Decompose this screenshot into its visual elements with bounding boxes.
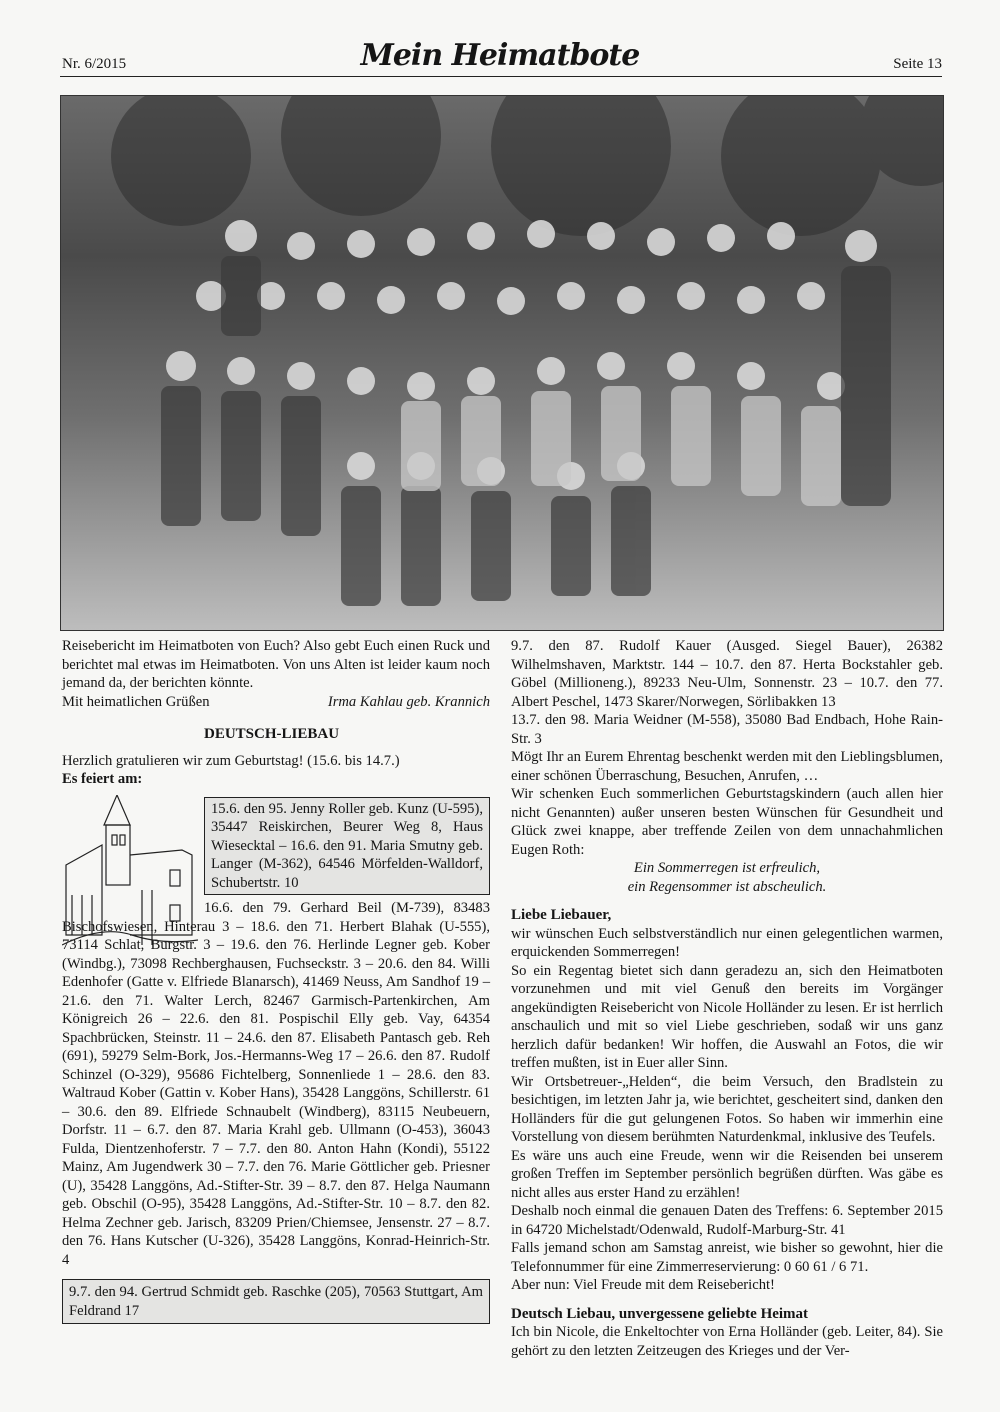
birthday-box-2: 9.7. den 94. Gertrud Schmidt geb. Raschke (205), 70563 Stuttgart, Am Feldrand 17 [62,1279,490,1324]
page-number: Seite 13 [893,56,942,72]
quote-line-2: ein Regensommer ist abscheulich. [627,878,827,895]
right-paragraph-12: Ich bin Nicole, die Enkeltochter von Erna Holländer (geb. Leiter, 84). Sie gehört zu den letzten Zeitzeugen des Krieges und der Ver- [511,1324,943,1359]
quote-line-1: Ein Sommerregen ist erfreulich, [633,860,821,876]
author-name: Irma Kahlau geb. Krannich [327,693,490,710]
right-paragraph-11: Aber nun: Viel Freude mit dem Reisebericht! [511,1277,775,1293]
right-paragraph-6: So ein Regentag bietet sich dann geradezu an, sich den Heimatboten vorzunehmen und mit viel Genuß den bereits im Vorgänger angekündigten Reisebericht von Nicole Holländer zu lesen. Er ist herrlich anschaulich und mit so viel Liebe geschrieben, sodaß wir uns ganz herzlich dafür bedanken! Wir hoffen, die Auswahl an Fotos, die wir treffen mußten, ist in Euer aller Sinn. [511,962,943,1071]
celebrates-label: Es feiert am: [62,771,143,787]
right-paragraph-5: wir wünschen Euch selbstverständlich nur einen gelegentlichen warmen, erquickenden Sommerregen! [511,925,943,960]
right-paragraph-9: Deshalb noch einmal die genauen Daten des Treffens: 6. September 2015 in 64720 Michelstadt/Odenwald, Rudolf-Marburg-Str. 41 [511,1203,943,1238]
group-photo [60,95,944,631]
right-paragraph-10: Falls jemand schon am Samstag anreist, wie bisher so gewohnt, hier die Telefonnummer für eine Zimmerreservierung: 0 60 61 / 6 71. [511,1240,943,1275]
group-photo-icon [61,96,943,630]
spacer [511,896,943,906]
birthday-box-1: 15.6. den 95. Jenny Roller geb. Kunz (U-595), 35447 Reiskirchen, Beurer Weg 8, Haus Wiesecktal – 16.6. den 91. Maria Smutny geb. Langer (M-362), 64546 Mörfelden-Walldorf, Schubertstr. 10 [204,797,490,896]
right-paragraph-3: Mögt Ihr an Eurem Ehrentag beschenkt werden mit den Lieblingsblumen, einer schönen Überraschung, Besuchen, Anrufen, … [511,749,943,784]
heading-deutsch-liebau: Deutsch Liebau, unvergessene geliebte Heimat [511,1305,809,1322]
congrats-text: Herzlich gratulieren wir zum Geburtstag! (15.6. bis 14.7.) [62,752,400,769]
church-sketch [62,795,198,955]
issue-number: Nr. 6/2015 [62,56,127,72]
left-column [62,637,490,1324]
church-sketch-icon [62,795,198,955]
heading-liebe-liebauer: Liebe Liebauer, [511,907,612,923]
right-paragraph-1: 9.7. den 87. Rudolf Kauer (Ausged. Siegel Bauer), 26382 Wilhelmshaven, Marktstr. 144 – 10.7. den 87. Herta Bockstahler geb. Göbel (Millioneng.), 89233 Neu-Ulm, Sonnenstr. 23 – 10.7. den 77. Albert Peschel, 1473 Skarer/Norwegen, Sörlibakken 13 [511,638,943,710]
right-paragraph-4: Wir schenken Euch sommerlichen Geburtstagskindern (auch allen hier nicht Genannten) außer unseren besten Wünschen für Gesundheit und Glück zwei knappe, aber treffende Zeilen von dem unnachahmlichen Eugen Roth: [511,786,943,858]
header-rule [60,76,942,77]
birthday-list: 16.6. den 79. Gerhard Beil (M-739), 83483 Bischofswiesen, Hinterau 3 – 18.6. den 71. Herbert Blahak (U-555), 73114 Schlat, Burgstr. 3 – 19.6. den 76. Herlinde Legner geb. Kober (Windbg.), 73098 Rechberghausen, Fuchseckstr. 3 – 20.6. den 84. Willi Edenhofer (Gatte v. Elfriede Blanarsch), 41469 Neuss, Am Sandhof 19 – 21.6. den 71. Walter Lerch, 82467 Garmisch-Partenkirchen, Am Königreich 26 – 22.6. den 81. Pospischil Elly geb. Vay, 64354 Spachbrücken, Steinstr. 11 – 24.6. den 87. Elisabeth Pantasch geb. Reh (691), 59279 Selm-Bork, Jos.-Hermanns-Weg 17 – 26.6. den 87. Rudolf Schinzel (O-329), 95686 Fichtelberg, Sonnenliede 1 – 28.6. den 83. Waltraud Kober (Gattin v. Kober Hans), 35428 Langgöns, Schillerstr. 61 – 30.6. den 89. Elfriede Schnaubelt (Windberg), 83115 Neubeuern, Dorfstr. 11 – 6.7. den 87. Maria Krahl geb. Ullmann (O-453), 36043 Fulda, Dientzenhoferstr. 7 – 7.7. den 80. Anton Hahn (Kondi), 55122 Mainz, Am Jugendwerk 30 – 7.7. den 76. Marie Göttlicher geb. Priesner (U), 35428 Langgöns, Ad.-Stifter-Str. 39 – 8.7. den 87. Helga Naumann geb. Obschil (O-95), 35428 Langgöns, Ad.-Stifter-Str. 10 – 8.7. den 82. Helma Zechner geb. Jarisch, 83209 Prien/Chiemsee, Jensenstr. 27 – 8.7. den 76. Hans Kutscher (U-326), 35428 Langgöns, Konrad-Heinrich-Str. 4 [62,900,490,1268]
right-paragraph-7: Wir Ortsbetreuer-„Helden“, die beim Versuch, den Bradlstein zu besichtigen, im letzten Jahr ja, wie berichtet, gescheitert sind, danken den Holländers für die gut gelungenen Fotos. So haben wir immerhin eine Vorstellung von diesem berühmten Naturdenkmal, inklusive des Teufels. [511,1073,943,1145]
masthead: Mein Heimatbote [360,38,640,73]
right-paragraph-8: Es wäre uns auch eine Freude, wenn wir die Reisenden bei unserem großen Treffen im September persönlich begrüßen dürften. Was gäbe es nicht alles aus erster Hand zu erzählen! [511,1147,943,1201]
spacer [511,1295,943,1305]
signature-line [62,693,490,712]
intro-paragraph: Reisebericht im Heimatboten von Euch? Also gebt Euch einen Ruck und berichtet mal etwas im Heimatboten. Von uns Alten ist leider kaum noch jemand da, der berichten könnte. [62,638,490,691]
greeting: Mit heimatlichen Grüßen [62,693,210,710]
right-paragraph-2: 13.7. den 98. Maria Weidner (M-558), 35080 Bad Endbach, Hohe Rain-Str. 3 [511,712,943,747]
right-column [511,637,943,1360]
section-title: DEUTSCH-LIEBAU [204,726,340,742]
